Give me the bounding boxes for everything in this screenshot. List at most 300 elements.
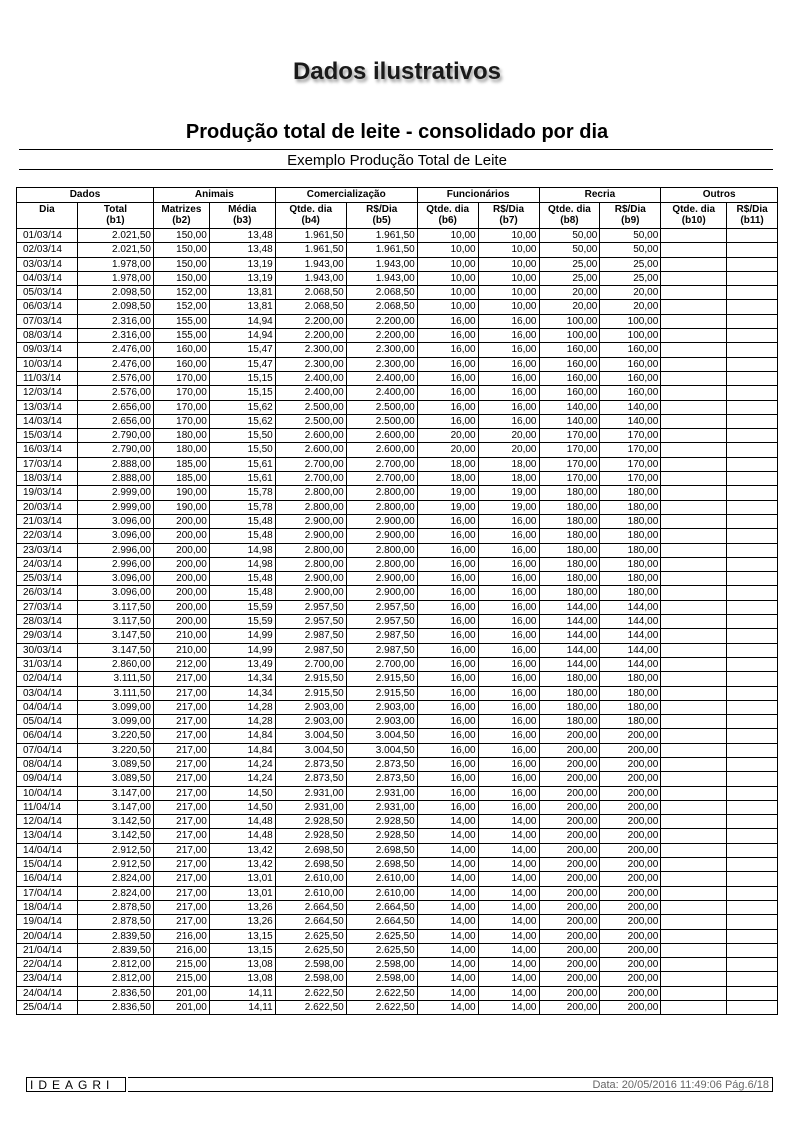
table-cell [727, 958, 778, 972]
table-cell: 2.500,00 [275, 400, 346, 414]
table-cell: 20,00 [478, 429, 539, 443]
table-cell: 150,00 [153, 271, 209, 285]
table-cell: 50,00 [600, 229, 661, 243]
column-header-code: (b3) [233, 215, 252, 226]
table-cell: 2.200,00 [346, 329, 417, 343]
table-cell: 200,00 [153, 600, 209, 614]
table-cell: 19/03/14 [17, 486, 78, 500]
table-row [17, 386, 778, 400]
table-cell: 144,00 [539, 657, 600, 671]
table-cell: 200,00 [539, 1001, 600, 1015]
table-cell: 18,00 [417, 472, 478, 486]
table-cell: 3.111,50 [77, 686, 153, 700]
table-cell [727, 357, 778, 371]
table-cell: 16,00 [478, 371, 539, 385]
table-cell: 2.098,50 [77, 286, 153, 300]
table-cell: 13,81 [209, 286, 275, 300]
table-cell: 13,15 [209, 943, 275, 957]
group-header-animais: Animais [153, 188, 275, 203]
table-cell [661, 715, 727, 729]
table-cell: 14,00 [478, 815, 539, 829]
table-cell: 50,00 [600, 243, 661, 257]
table-cell: 10,00 [478, 229, 539, 243]
table-cell: 16,00 [417, 643, 478, 657]
table-cell: 30/03/14 [17, 643, 78, 657]
table-cell: 2.068,50 [346, 286, 417, 300]
table-cell: 13,26 [209, 915, 275, 929]
table-cell: 2.500,00 [346, 414, 417, 428]
table-cell: 215,00 [153, 972, 209, 986]
table-cell: 1.978,00 [77, 271, 153, 285]
table-row [17, 872, 778, 886]
table-cell: 14,24 [209, 772, 275, 786]
table-cell: 19,00 [478, 486, 539, 500]
table-cell: 144,00 [600, 615, 661, 629]
table-cell: 2.610,00 [346, 886, 417, 900]
table-cell [661, 843, 727, 857]
table-cell: 2.622,50 [275, 986, 346, 1000]
table-cell: 2.996,00 [77, 543, 153, 557]
table-cell [727, 629, 778, 643]
table-cell: 160,00 [600, 386, 661, 400]
table-row [17, 572, 778, 586]
table-cell: 2.900,00 [346, 572, 417, 586]
table-cell: 14,00 [417, 829, 478, 843]
table-cell: 2.576,00 [77, 386, 153, 400]
table-row [17, 343, 778, 357]
table-cell [661, 343, 727, 357]
table-cell: 10,00 [478, 286, 539, 300]
table-cell [727, 772, 778, 786]
table-cell: 29/03/14 [17, 629, 78, 643]
table-cell: 2.931,00 [346, 800, 417, 814]
table-cell: 2.476,00 [77, 357, 153, 371]
table-cell: 16,00 [478, 586, 539, 600]
table-cell: 200,00 [539, 972, 600, 986]
table-row [17, 414, 778, 428]
table-cell: 144,00 [539, 600, 600, 614]
table-cell: 10/04/14 [17, 786, 78, 800]
table-cell: 2.931,00 [346, 786, 417, 800]
table-cell: 2.987,50 [346, 629, 417, 643]
table-cell: 14,00 [417, 972, 478, 986]
table-cell: 2.700,00 [346, 657, 417, 671]
table-cell: 200,00 [600, 757, 661, 771]
table-cell: 15,50 [209, 429, 275, 443]
table-cell: 100,00 [539, 329, 600, 343]
column-header-code: (b9) [621, 215, 640, 226]
table-cell: 160,00 [153, 357, 209, 371]
table-cell: 16,00 [478, 600, 539, 614]
table-cell: 2.576,00 [77, 371, 153, 385]
column-header-code: (b5) [372, 215, 391, 226]
table-cell: 16,00 [478, 629, 539, 643]
table-cell: 3.147,00 [77, 800, 153, 814]
table-cell: 2.790,00 [77, 443, 153, 457]
table-cell: 2.021,50 [77, 229, 153, 243]
table-cell: 170,00 [539, 457, 600, 471]
column-header-label: Qtde. dia [548, 204, 591, 215]
column-header-label: R$/Dia [736, 204, 768, 215]
table-cell: 16,00 [478, 729, 539, 743]
table-cell: 2.698,50 [275, 843, 346, 857]
group-header-row [17, 188, 778, 203]
table-cell [727, 872, 778, 886]
table-cell: 1.961,50 [346, 243, 417, 257]
table-cell: 13,42 [209, 843, 275, 857]
table-cell: 3.089,50 [77, 772, 153, 786]
table-cell: 15,48 [209, 586, 275, 600]
table-cell: 100,00 [600, 329, 661, 343]
table-cell: 180,00 [600, 572, 661, 586]
table-cell: 144,00 [539, 615, 600, 629]
table-cell: 100,00 [539, 314, 600, 328]
table-cell: 17/03/14 [17, 457, 78, 471]
table-cell [661, 357, 727, 371]
table-cell [727, 429, 778, 443]
table-cell [727, 600, 778, 614]
table-row [17, 743, 778, 757]
table-cell [661, 300, 727, 314]
table-cell [661, 472, 727, 486]
table-cell: 217,00 [153, 872, 209, 886]
table-cell: 14,00 [478, 929, 539, 943]
table-cell: 13/03/14 [17, 400, 78, 414]
table-cell: 217,00 [153, 672, 209, 686]
table-cell [661, 615, 727, 629]
column-header-code: (b10) [681, 215, 706, 226]
table-cell: 2.900,00 [346, 529, 417, 543]
table-cell: 2.800,00 [346, 486, 417, 500]
table-cell: 19,00 [478, 500, 539, 514]
table-cell: 180,00 [600, 686, 661, 700]
table-cell: 2.476,00 [77, 343, 153, 357]
table-cell: 16,00 [417, 800, 478, 814]
table-cell: 14,94 [209, 329, 275, 343]
table-row [17, 700, 778, 714]
table-row [17, 257, 778, 271]
table-cell: 2.500,00 [346, 400, 417, 414]
table-cell: 144,00 [600, 657, 661, 671]
table-cell: 07/03/14 [17, 314, 78, 328]
table-cell: 170,00 [539, 429, 600, 443]
table-cell: 2.903,00 [275, 700, 346, 714]
table-cell: 16,00 [417, 400, 478, 414]
table-row [17, 858, 778, 872]
table-cell: 200,00 [539, 886, 600, 900]
table-cell: 2.900,00 [275, 514, 346, 528]
production-table [16, 187, 778, 1015]
table-cell: 180,00 [600, 529, 661, 543]
table-cell: 01/03/14 [17, 229, 78, 243]
table-cell: 15,47 [209, 343, 275, 357]
column-header-code: (b6) [438, 215, 457, 226]
table-cell: 2.928,50 [346, 815, 417, 829]
table-cell [661, 657, 727, 671]
table-cell: 13/04/14 [17, 829, 78, 843]
table-cell: 16,00 [417, 686, 478, 700]
table-cell [727, 500, 778, 514]
table-cell [661, 729, 727, 743]
table-cell: 2.900,00 [275, 572, 346, 586]
table-cell [661, 386, 727, 400]
table-cell: 3.096,00 [77, 586, 153, 600]
table-cell: 20/03/14 [17, 500, 78, 514]
table-cell: 15,62 [209, 414, 275, 428]
table-cell: 3.147,00 [77, 786, 153, 800]
table-cell: 16,00 [417, 529, 478, 543]
table-cell [727, 457, 778, 471]
table-cell [727, 229, 778, 243]
table-cell [727, 829, 778, 843]
table-cell: 10,00 [478, 257, 539, 271]
table-cell: 15,78 [209, 500, 275, 514]
table-cell: 160,00 [600, 371, 661, 385]
table-cell: 140,00 [539, 400, 600, 414]
table-row [17, 958, 778, 972]
column-header [727, 203, 778, 229]
table-cell: 200,00 [600, 886, 661, 900]
table-cell: 1.943,00 [346, 257, 417, 271]
table-cell: 14,50 [209, 786, 275, 800]
table-cell [661, 271, 727, 285]
table-row [17, 786, 778, 800]
table-cell: 3.111,50 [77, 672, 153, 686]
table-cell: 180,00 [539, 529, 600, 543]
table-cell: 16,00 [478, 615, 539, 629]
table-row [17, 972, 778, 986]
table-cell: 14,00 [417, 872, 478, 886]
table-cell: 14,50 [209, 800, 275, 814]
table-cell: 10,00 [417, 271, 478, 285]
table-cell: 2.598,00 [346, 958, 417, 972]
table-cell [727, 700, 778, 714]
table-cell: 16,00 [417, 743, 478, 757]
table-cell: 50,00 [539, 243, 600, 257]
column-header [209, 203, 275, 229]
table-row [17, 514, 778, 528]
table-cell [727, 529, 778, 543]
table-cell: 05/03/14 [17, 286, 78, 300]
table-row [17, 629, 778, 643]
table-cell: 13,15 [209, 929, 275, 943]
table-cell: 200,00 [600, 858, 661, 872]
table-cell [727, 757, 778, 771]
table-cell [661, 529, 727, 543]
table-cell: 2.903,00 [346, 700, 417, 714]
table-row [17, 715, 778, 729]
table-cell: 16,00 [478, 800, 539, 814]
table-cell: 13,42 [209, 858, 275, 872]
table-row [17, 643, 778, 657]
table-cell: 18,00 [478, 472, 539, 486]
table-cell: 2.625,50 [346, 929, 417, 943]
table-cell: 2.598,00 [275, 958, 346, 972]
table-body [17, 229, 778, 1015]
table-row [17, 229, 778, 243]
table-cell: 24/04/14 [17, 986, 78, 1000]
table-cell: 2.928,50 [275, 815, 346, 829]
table-cell: 2.824,00 [77, 872, 153, 886]
table-cell: 1.943,00 [275, 271, 346, 285]
table-cell: 144,00 [600, 629, 661, 643]
table-cell: 2.698,50 [346, 858, 417, 872]
table-cell [661, 500, 727, 514]
column-header-code: (b2) [172, 215, 191, 226]
table-cell: 2.824,00 [77, 886, 153, 900]
table-cell: 16,00 [478, 514, 539, 528]
table-cell: 217,00 [153, 858, 209, 872]
table-cell: 15,15 [209, 386, 275, 400]
table-cell: 200,00 [539, 743, 600, 757]
table-cell: 16,00 [417, 357, 478, 371]
column-header [600, 203, 661, 229]
table-cell: 180,00 [539, 586, 600, 600]
table-cell: 180,00 [600, 672, 661, 686]
table-row [17, 400, 778, 414]
table-row [17, 886, 778, 900]
table-cell [661, 700, 727, 714]
table-cell: 16,00 [417, 715, 478, 729]
table-cell: 17/04/14 [17, 886, 78, 900]
table-cell: 200,00 [600, 929, 661, 943]
table-cell: 2.912,50 [77, 858, 153, 872]
table-cell: 16,00 [417, 772, 478, 786]
table-cell: 160,00 [600, 343, 661, 357]
table-cell: 3.004,50 [275, 743, 346, 757]
table-cell: 2.664,50 [346, 915, 417, 929]
column-header-label: Dia [39, 204, 55, 215]
table-cell [727, 386, 778, 400]
table-cell: 10,00 [478, 243, 539, 257]
group-header-comercializacao: Comercialização [275, 188, 417, 203]
table-row [17, 757, 778, 771]
table-cell: 16,00 [417, 786, 478, 800]
table-cell: 2.400,00 [346, 386, 417, 400]
table-cell: 2.400,00 [275, 371, 346, 385]
table-cell: 140,00 [600, 400, 661, 414]
table-cell: 14,99 [209, 629, 275, 643]
table-row [17, 657, 778, 671]
table-cell: 2.912,50 [77, 843, 153, 857]
table-cell: 200,00 [600, 786, 661, 800]
table-cell: 16,00 [417, 757, 478, 771]
table-cell: 160,00 [539, 357, 600, 371]
group-header-dados: Dados [17, 188, 154, 203]
table-cell: 18/04/14 [17, 900, 78, 914]
table-cell: 15,48 [209, 572, 275, 586]
table-cell: 14,00 [417, 986, 478, 1000]
table-cell: 2.931,00 [275, 800, 346, 814]
table-cell [727, 743, 778, 757]
table-cell [661, 772, 727, 786]
table-cell: 2.839,50 [77, 929, 153, 943]
column-header-label: Qtde. dia [672, 204, 716, 215]
table-cell: 2.957,50 [346, 600, 417, 614]
table-cell: 180,00 [539, 672, 600, 686]
table-cell: 200,00 [600, 729, 661, 743]
table-cell: 2.600,00 [275, 429, 346, 443]
table-cell: 2.900,00 [275, 586, 346, 600]
table-cell [727, 686, 778, 700]
table-cell: 217,00 [153, 700, 209, 714]
table-cell: 200,00 [600, 872, 661, 886]
table-cell: 10,00 [417, 243, 478, 257]
table-cell: 217,00 [153, 815, 209, 829]
table-cell: 200,00 [539, 786, 600, 800]
table-cell: 180,00 [600, 715, 661, 729]
column-header-label: Qtde. dia [426, 204, 470, 215]
table-cell [727, 800, 778, 814]
table-cell: 14,00 [478, 858, 539, 872]
table-cell: 180,00 [600, 514, 661, 528]
table-cell: 18,00 [417, 457, 478, 471]
table-cell: 16,00 [417, 314, 478, 328]
table-cell: 16,00 [417, 600, 478, 614]
table-cell: 13,26 [209, 900, 275, 914]
table-cell: 25,00 [539, 257, 600, 271]
table-cell: 200,00 [153, 543, 209, 557]
table-cell: 22/04/14 [17, 958, 78, 972]
table-cell: 10,00 [417, 229, 478, 243]
table-cell: 2.928,50 [346, 829, 417, 843]
table-cell: 2.900,00 [275, 529, 346, 543]
table-cell: 16,00 [478, 686, 539, 700]
table-cell: 18/03/14 [17, 472, 78, 486]
table-cell: 160,00 [539, 386, 600, 400]
table-cell: 14,48 [209, 829, 275, 843]
table-cell: 152,00 [153, 286, 209, 300]
table-cell: 2.987,50 [275, 629, 346, 643]
table-cell: 13,49 [209, 657, 275, 671]
table-cell: 170,00 [600, 457, 661, 471]
table-cell: 2.610,00 [275, 886, 346, 900]
table-cell [727, 815, 778, 829]
table-cell: 16,00 [478, 329, 539, 343]
table-cell: 2.903,00 [275, 715, 346, 729]
table-cell: 1.961,50 [346, 229, 417, 243]
table-cell: 16,00 [417, 343, 478, 357]
table-cell [727, 472, 778, 486]
table-cell: 200,00 [600, 958, 661, 972]
table-cell [661, 600, 727, 614]
table-cell: 14,00 [478, 1001, 539, 1015]
table-cell: 10,00 [417, 257, 478, 271]
table-cell: 09/03/14 [17, 343, 78, 357]
table-cell: 16,00 [417, 414, 478, 428]
table-cell: 212,00 [153, 657, 209, 671]
table-cell: 25,00 [539, 271, 600, 285]
table-row [17, 600, 778, 614]
table-row [17, 371, 778, 385]
table-cell [727, 586, 778, 600]
table-cell: 180,00 [600, 500, 661, 514]
table-row [17, 900, 778, 914]
column-header-code: (b8) [560, 215, 579, 226]
table-cell: 200,00 [539, 915, 600, 929]
table-cell: 2.068,50 [275, 300, 346, 314]
table-cell: 144,00 [539, 629, 600, 643]
table-cell: 16,00 [417, 615, 478, 629]
table-cell [661, 943, 727, 957]
table-cell: 06/03/14 [17, 300, 78, 314]
table-cell [661, 929, 727, 943]
table-cell: 14,84 [209, 743, 275, 757]
table-cell: 180,00 [600, 557, 661, 571]
table-cell: 25/04/14 [17, 1001, 78, 1015]
table-cell: 152,00 [153, 300, 209, 314]
title-divider [19, 149, 773, 150]
